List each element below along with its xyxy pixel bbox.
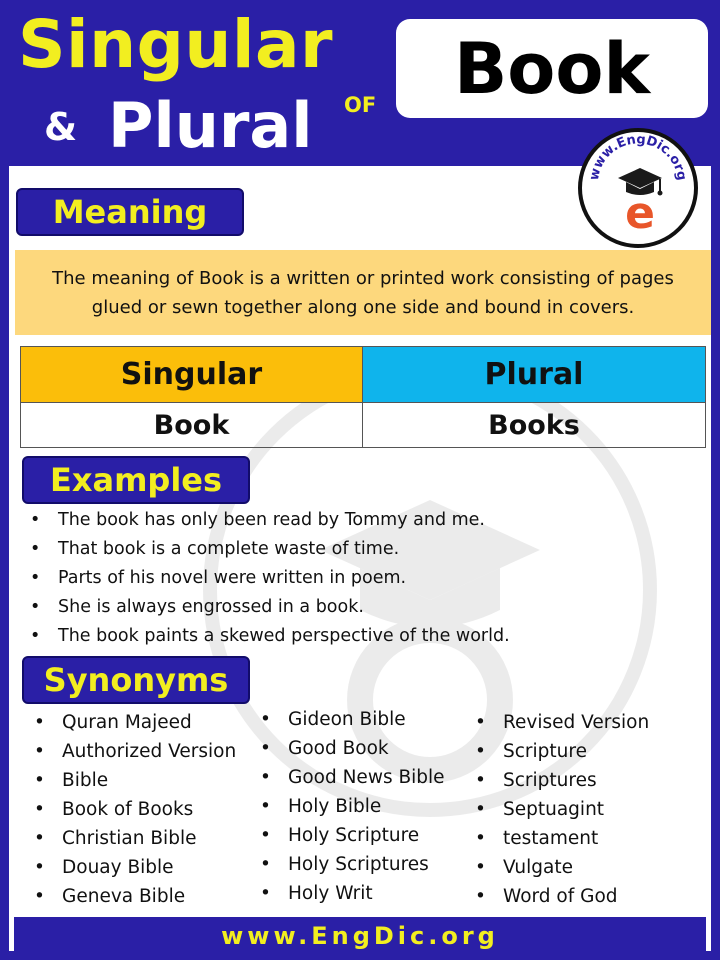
example-item: • That book is a complete waste of time.: [30, 535, 700, 564]
plural-value-cell: [363, 403, 705, 447]
synonym-item: • Geneva Bible: [32, 882, 236, 911]
synonym-item: • Douay Bible: [32, 853, 236, 882]
synonym-item: • Septuagint: [473, 795, 649, 824]
singular-header: Singular: [120, 357, 263, 392]
synonyms-label: [22, 656, 250, 704]
title-ampersand: &: [44, 105, 78, 149]
example-item: • She is always engrossed in a book.: [30, 593, 700, 622]
synonym-item: • Revised Version: [473, 708, 649, 737]
footer-banner: [14, 917, 706, 954]
synonym-item: • Good Book: [258, 734, 445, 763]
synonym-item: • Holy Writ: [258, 879, 445, 908]
word-box: [396, 19, 708, 118]
singular-value-cell: [21, 403, 363, 447]
headword: Book: [453, 27, 651, 110]
engdic-logo: [578, 128, 698, 248]
examples-label: [22, 456, 250, 504]
synonym-item: • Christian Bible: [32, 824, 236, 853]
footer-url[interactable]: www.EngDic.org: [221, 921, 499, 950]
plural-value: Books: [488, 409, 580, 441]
example-item: • Parts of his novel were written in poem.: [30, 564, 700, 593]
plural-header-cell: [363, 347, 705, 403]
meaning-box: [15, 250, 711, 335]
synonym-item: • Book of Books: [32, 795, 236, 824]
meaning-label: [16, 188, 244, 236]
example-item: • The book paints a skewed perspective of the world.: [30, 622, 700, 651]
synonym-item: • Holy Bible: [258, 792, 445, 821]
synonym-item: • Quran Majeed: [32, 708, 236, 737]
logo-graphic: [582, 132, 694, 244]
meaning-label-text: Meaning: [52, 193, 208, 231]
logo-text: www.EngDic.org: [586, 132, 690, 182]
synonym-item: • testament: [473, 824, 649, 853]
synonym-item: • Vulgate: [473, 853, 649, 882]
synonym-item: • Holy Scriptures: [258, 850, 445, 879]
synonym-item: • Scripture: [473, 737, 649, 766]
singular-header-cell: [21, 347, 363, 403]
meaning-text: The meaning of Book is a written or printed work consisting of pages glued or sewn together along one side and bound in covers.: [52, 267, 674, 318]
singular-value: Book: [153, 409, 230, 441]
synonyms-column-3: [473, 708, 649, 911]
synonym-item: • Word of God: [473, 882, 649, 911]
synonym-item: • Good News Bible: [258, 763, 445, 792]
example-item: • The book has only been read by Tommy and me.: [30, 506, 700, 535]
examples-list: [30, 506, 700, 651]
synonym-item: • Scriptures: [473, 766, 649, 795]
synonym-item: • Gideon Bible: [258, 705, 445, 734]
title-singular: Singular: [18, 6, 334, 83]
logo-letter: e: [625, 188, 655, 239]
synonyms-column-1: [32, 708, 236, 911]
synonyms-label-text: Synonyms: [43, 661, 229, 699]
synonym-item: • Holy Scripture: [258, 821, 445, 850]
title-of: OF: [344, 93, 377, 117]
synonyms-column-2: [258, 705, 445, 908]
examples-label-text: Examples: [49, 461, 223, 499]
title-plural: Plural: [108, 89, 313, 162]
synonym-item: • Bible: [32, 766, 236, 795]
plural-header: Plural: [484, 357, 584, 392]
synonym-item: • Authorized Version: [32, 737, 236, 766]
singular-plural-table: [20, 346, 706, 448]
